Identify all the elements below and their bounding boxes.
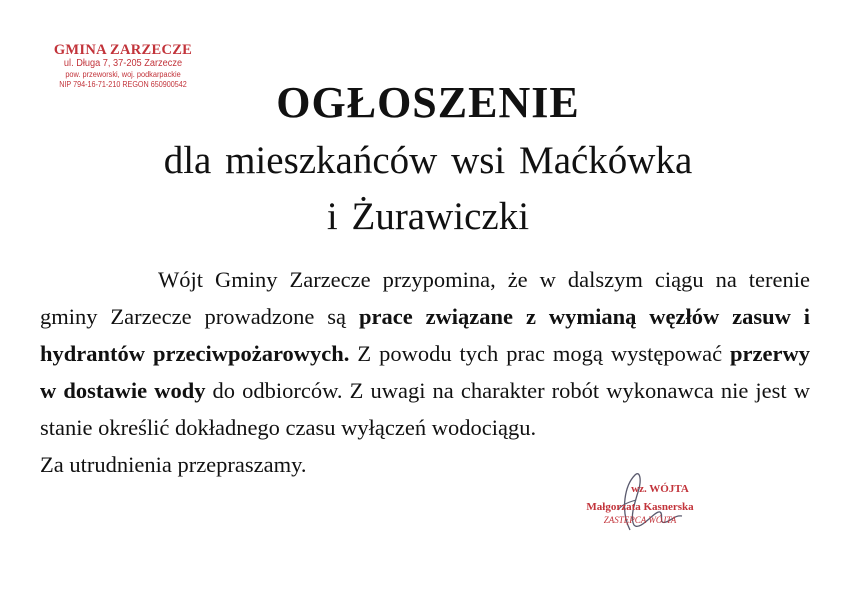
- announcement-body: [40, 261, 810, 483]
- paragraph-bold-works: prace związane z wymianą węzłów zasuw i hydrantów przeciwpożarowych.: [40, 304, 811, 366]
- stamp-name: GMINA ZARZECZE: [53, 42, 193, 58]
- paragraph-text-1: Wójt Gminy Zarzecze przypomina, że w dalszym ciągu na terenie gminy Zarzecze prowadzone są: [40, 267, 810, 329]
- paragraph-text-2: Z powodu tych prac mogą występować: [349, 341, 731, 366]
- stamp-county: pow. przeworski, woj. podkarpackie: [65, 70, 181, 79]
- signature-line1: wz. WÓJTA: [631, 483, 689, 495]
- document-title: OGŁOSZENIE: [276, 78, 580, 127]
- closing-line: Za utrudnienia przepraszamy.: [40, 452, 307, 477]
- announcement-paragraph: [40, 261, 810, 446]
- signature-role: ZASTĘPCA WÓJTA: [603, 515, 677, 525]
- stamp-ids: NIP 794-16-71-210 REGON 650900542: [59, 80, 187, 89]
- document-subtitle-line1: dla mieszkańców wsi Maćkówka: [163, 139, 693, 182]
- document-subtitle-line2: i Żurawiczki: [326, 195, 530, 238]
- signature-stamp: [560, 478, 720, 526]
- paragraph-bold-interruptions: przerwy w dostawie wody: [40, 341, 811, 403]
- stamp-address: ul. Długa 7, 37-205 Zarzecze: [63, 58, 183, 69]
- signature-name: Małgorzata Kasnerska: [586, 501, 694, 513]
- paragraph-text-3: do odbiorców. Z uwagi na charakter robót wykonawca nie jest w stanie określić dokładnego czasu wyłączeń wodociągu.: [40, 378, 810, 440]
